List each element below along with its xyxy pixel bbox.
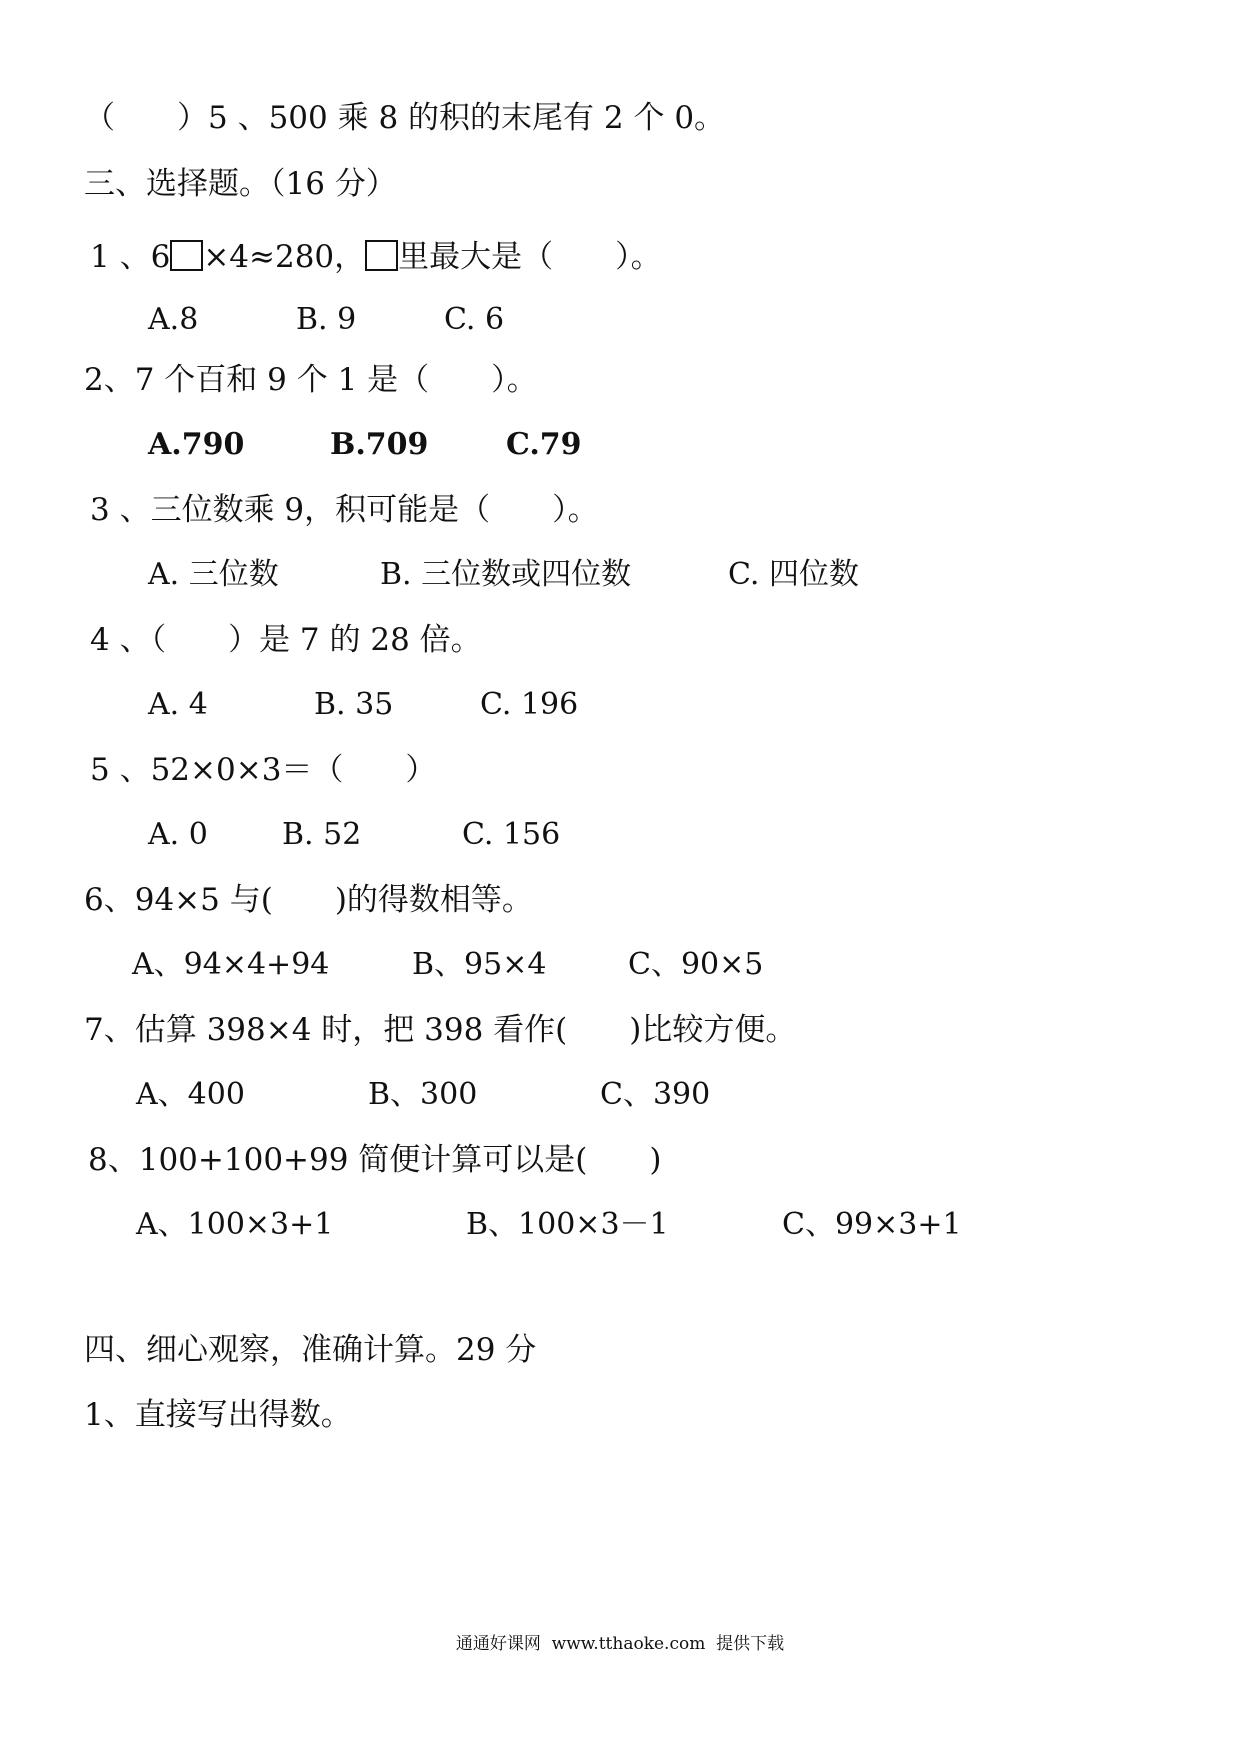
q1-option-b: B. 9 <box>296 302 357 337</box>
question-6: 6、94×5 与( )的得数相等。 <box>84 882 533 918</box>
q8-option-a: A、100×3+1 <box>136 1207 334 1242</box>
q5-option-a: A. 0 <box>148 817 208 852</box>
q5-option-b: B. 52 <box>282 817 362 852</box>
q8-option-c: C、99×3+1 <box>782 1207 962 1242</box>
question-1-mid: ×4≈280， <box>203 239 366 275</box>
q2-option-a: A.790 <box>148 427 245 462</box>
section-4-item-1: 1、直接写出得数。 <box>84 1397 352 1433</box>
q1-option-c: C. 6 <box>444 302 505 337</box>
section-4-title: 四、细心观察，准确计算。29 分 <box>84 1332 537 1368</box>
q7-option-a: A、400 <box>136 1077 245 1112</box>
q4-option-b: B. 35 <box>314 687 394 722</box>
question-1-prefix: 1 、6 <box>90 239 171 275</box>
q3-option-a: A. 三位数 <box>148 557 279 592</box>
question-8: 8、100+100+99 简便计算可以是( ) <box>88 1142 662 1178</box>
q7-option-b: B、300 <box>368 1077 478 1112</box>
q3-option-c: C. 四位数 <box>728 557 859 592</box>
q7-option-c: C、390 <box>600 1077 711 1112</box>
blank-square-icon <box>365 240 398 271</box>
question-3: 3 、三位数乘 9，积可能是（ ）。 <box>90 492 599 528</box>
q3-option-b: B. 三位数或四位数 <box>380 557 632 592</box>
q8-option-b: B、100×3－1 <box>466 1207 669 1242</box>
question-1-suffix: 里最大是（ ）。 <box>398 239 662 275</box>
q2-option-c: C.79 <box>506 427 582 462</box>
page-footer: 通通好课网 www.tthaoke.com 提供下载 <box>455 1634 785 1654</box>
question-2: 2、7 个百和 9 个 1 是（ ）。 <box>84 362 538 398</box>
q2-option-b: B.709 <box>330 427 429 462</box>
question-7: 7、估算 398×4 时，把 398 看作( )比较方便。 <box>84 1012 797 1048</box>
q1-option-a: A.8 <box>148 302 199 337</box>
q6-option-b: B、95×4 <box>412 947 547 982</box>
question-4: 4 、（ ）是 7 的 28 倍。 <box>90 622 482 658</box>
q4-option-c: C. 196 <box>480 687 579 722</box>
q6-option-c: C、90×5 <box>628 947 764 982</box>
question-5: 5 、52×0×3＝（ ） <box>90 752 437 788</box>
section-3-title: 三、选择题。（16 分） <box>84 166 397 202</box>
q6-option-a: A、94×4+94 <box>132 947 330 982</box>
judge-item-5: （ ）5 、500 乘 8 的积的末尾有 2 个 0。 <box>84 100 726 136</box>
blank-square-icon <box>170 240 203 271</box>
q4-option-a: A. 4 <box>148 687 208 722</box>
question-1 <box>90 237 662 277</box>
q5-option-c: C. 156 <box>462 817 561 852</box>
